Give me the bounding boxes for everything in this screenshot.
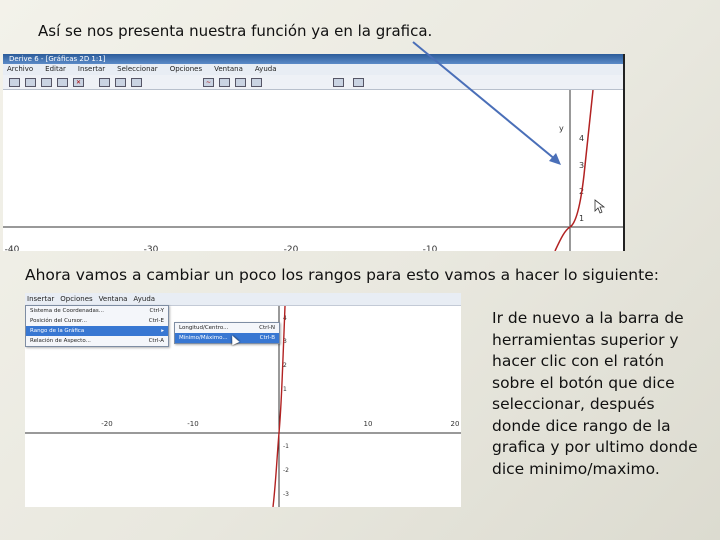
graph-plot-area[interactable] (3, 90, 623, 251)
menu-ayuda[interactable]: Ayuda (254, 65, 277, 73)
menu-item-longitud-centro[interactable]: Longitud/Centro... Ctrl-N (179, 325, 275, 331)
y-tick-label: -1 (283, 443, 289, 450)
print-icon[interactable] (57, 78, 68, 87)
zoom-out-icon[interactable] (251, 78, 262, 87)
y-tick-label: 4 (579, 134, 585, 143)
menu-ventana[interactable]: Ventana (214, 65, 243, 73)
caption-top: Así se nos presenta nuestra función ya en la grafica. (38, 22, 433, 40)
y-tick-label: 3 (283, 338, 287, 345)
y-tick-label: 1 (283, 386, 287, 393)
menu-opciones[interactable]: Opciones (60, 295, 93, 303)
derive-menu-screenshot (25, 293, 461, 507)
menu-item-minimo-maximo[interactable]: Mínimo/Máximo... Ctrl-B (175, 333, 279, 343)
window-title: Derive 6 - [Gráficas 2D 1:1] (3, 54, 623, 64)
menu-archivo[interactable]: Archivo (7, 65, 34, 73)
zoom-icon[interactable] (131, 78, 142, 87)
menu-bar (3, 64, 623, 75)
new-icon[interactable] (9, 78, 20, 87)
toolbar (3, 75, 623, 90)
instruction-text: Ir de nuevo a la barra de herramientas superior y hacer clic con el ratón sobre el botón que dice seleccionar, después donde dice rango de la grafica y por ultimo donde dice minimo/maximo. (492, 309, 698, 478)
x-tick-label: 20 (450, 420, 460, 428)
rango-submenu (174, 322, 280, 344)
x-tick-label: -20 (283, 245, 299, 251)
submenu-arrow-icon: ▸ (161, 328, 164, 334)
derive-window-screenshot (3, 54, 625, 251)
save-icon[interactable] (41, 78, 52, 87)
trace-icon[interactable] (219, 78, 230, 87)
seleccionar-menu (25, 305, 169, 347)
menu-item-posicion-cursor[interactable]: Posición del Cursor... Ctrl-E (30, 318, 164, 324)
menu-insertar[interactable]: Insertar (77, 65, 106, 73)
zoom-in-icon[interactable] (235, 78, 246, 87)
open-icon[interactable] (25, 78, 36, 87)
scale-icon[interactable] (333, 78, 344, 87)
mouse-cursor-icon (595, 200, 604, 213)
menu-ventana[interactable]: Ventana (98, 295, 128, 303)
move-icon[interactable] (99, 78, 110, 87)
plot-icon[interactable]: ~ (203, 78, 214, 87)
y-tick-label: 4 (283, 315, 287, 322)
menu-item-relacion-aspecto[interactable]: Relación de Aspecto... Ctrl-A (30, 338, 164, 344)
x-tick-label: -40 (4, 245, 20, 251)
center-icon[interactable] (115, 78, 126, 87)
window-icon[interactable] (353, 78, 364, 87)
menu-ayuda[interactable]: Ayuda (133, 295, 156, 303)
x-tick-label: -10 (187, 420, 199, 428)
menu-seleccionar[interactable]: Seleccionar (117, 65, 158, 73)
y-tick-label: -3 (283, 491, 289, 498)
menu-opciones[interactable]: Opciones (169, 65, 203, 73)
menu-item-rango-grafica[interactable]: Rango de la Gráfica ▸ (26, 326, 168, 336)
menu-editar[interactable]: Editar (45, 65, 66, 73)
x-tick-label: 10 (363, 420, 373, 428)
y-tick-label: 1 (579, 214, 585, 223)
x-tick-label: -20 (101, 420, 113, 428)
delete-icon[interactable]: ✕ (73, 78, 84, 87)
y-axis-label: y (559, 124, 564, 133)
y-tick-label: -2 (283, 467, 289, 474)
caption-middle: Ahora vamos a cambiar un poco los rangos para esto vamos a hacer lo siguiente: (25, 266, 659, 284)
y-tick-label: 3 (579, 161, 585, 170)
menu-insertar[interactable]: Insertar (27, 295, 55, 303)
y-tick-label: 2 (283, 362, 287, 369)
x-tick-label: -30 (143, 245, 159, 251)
x-tick-label: -10 (422, 245, 438, 251)
y-tick-label: 2 (579, 187, 585, 196)
menu-item-sistema-coordenadas[interactable]: Sistema de Coordenadas... Ctrl-Y (30, 308, 164, 314)
